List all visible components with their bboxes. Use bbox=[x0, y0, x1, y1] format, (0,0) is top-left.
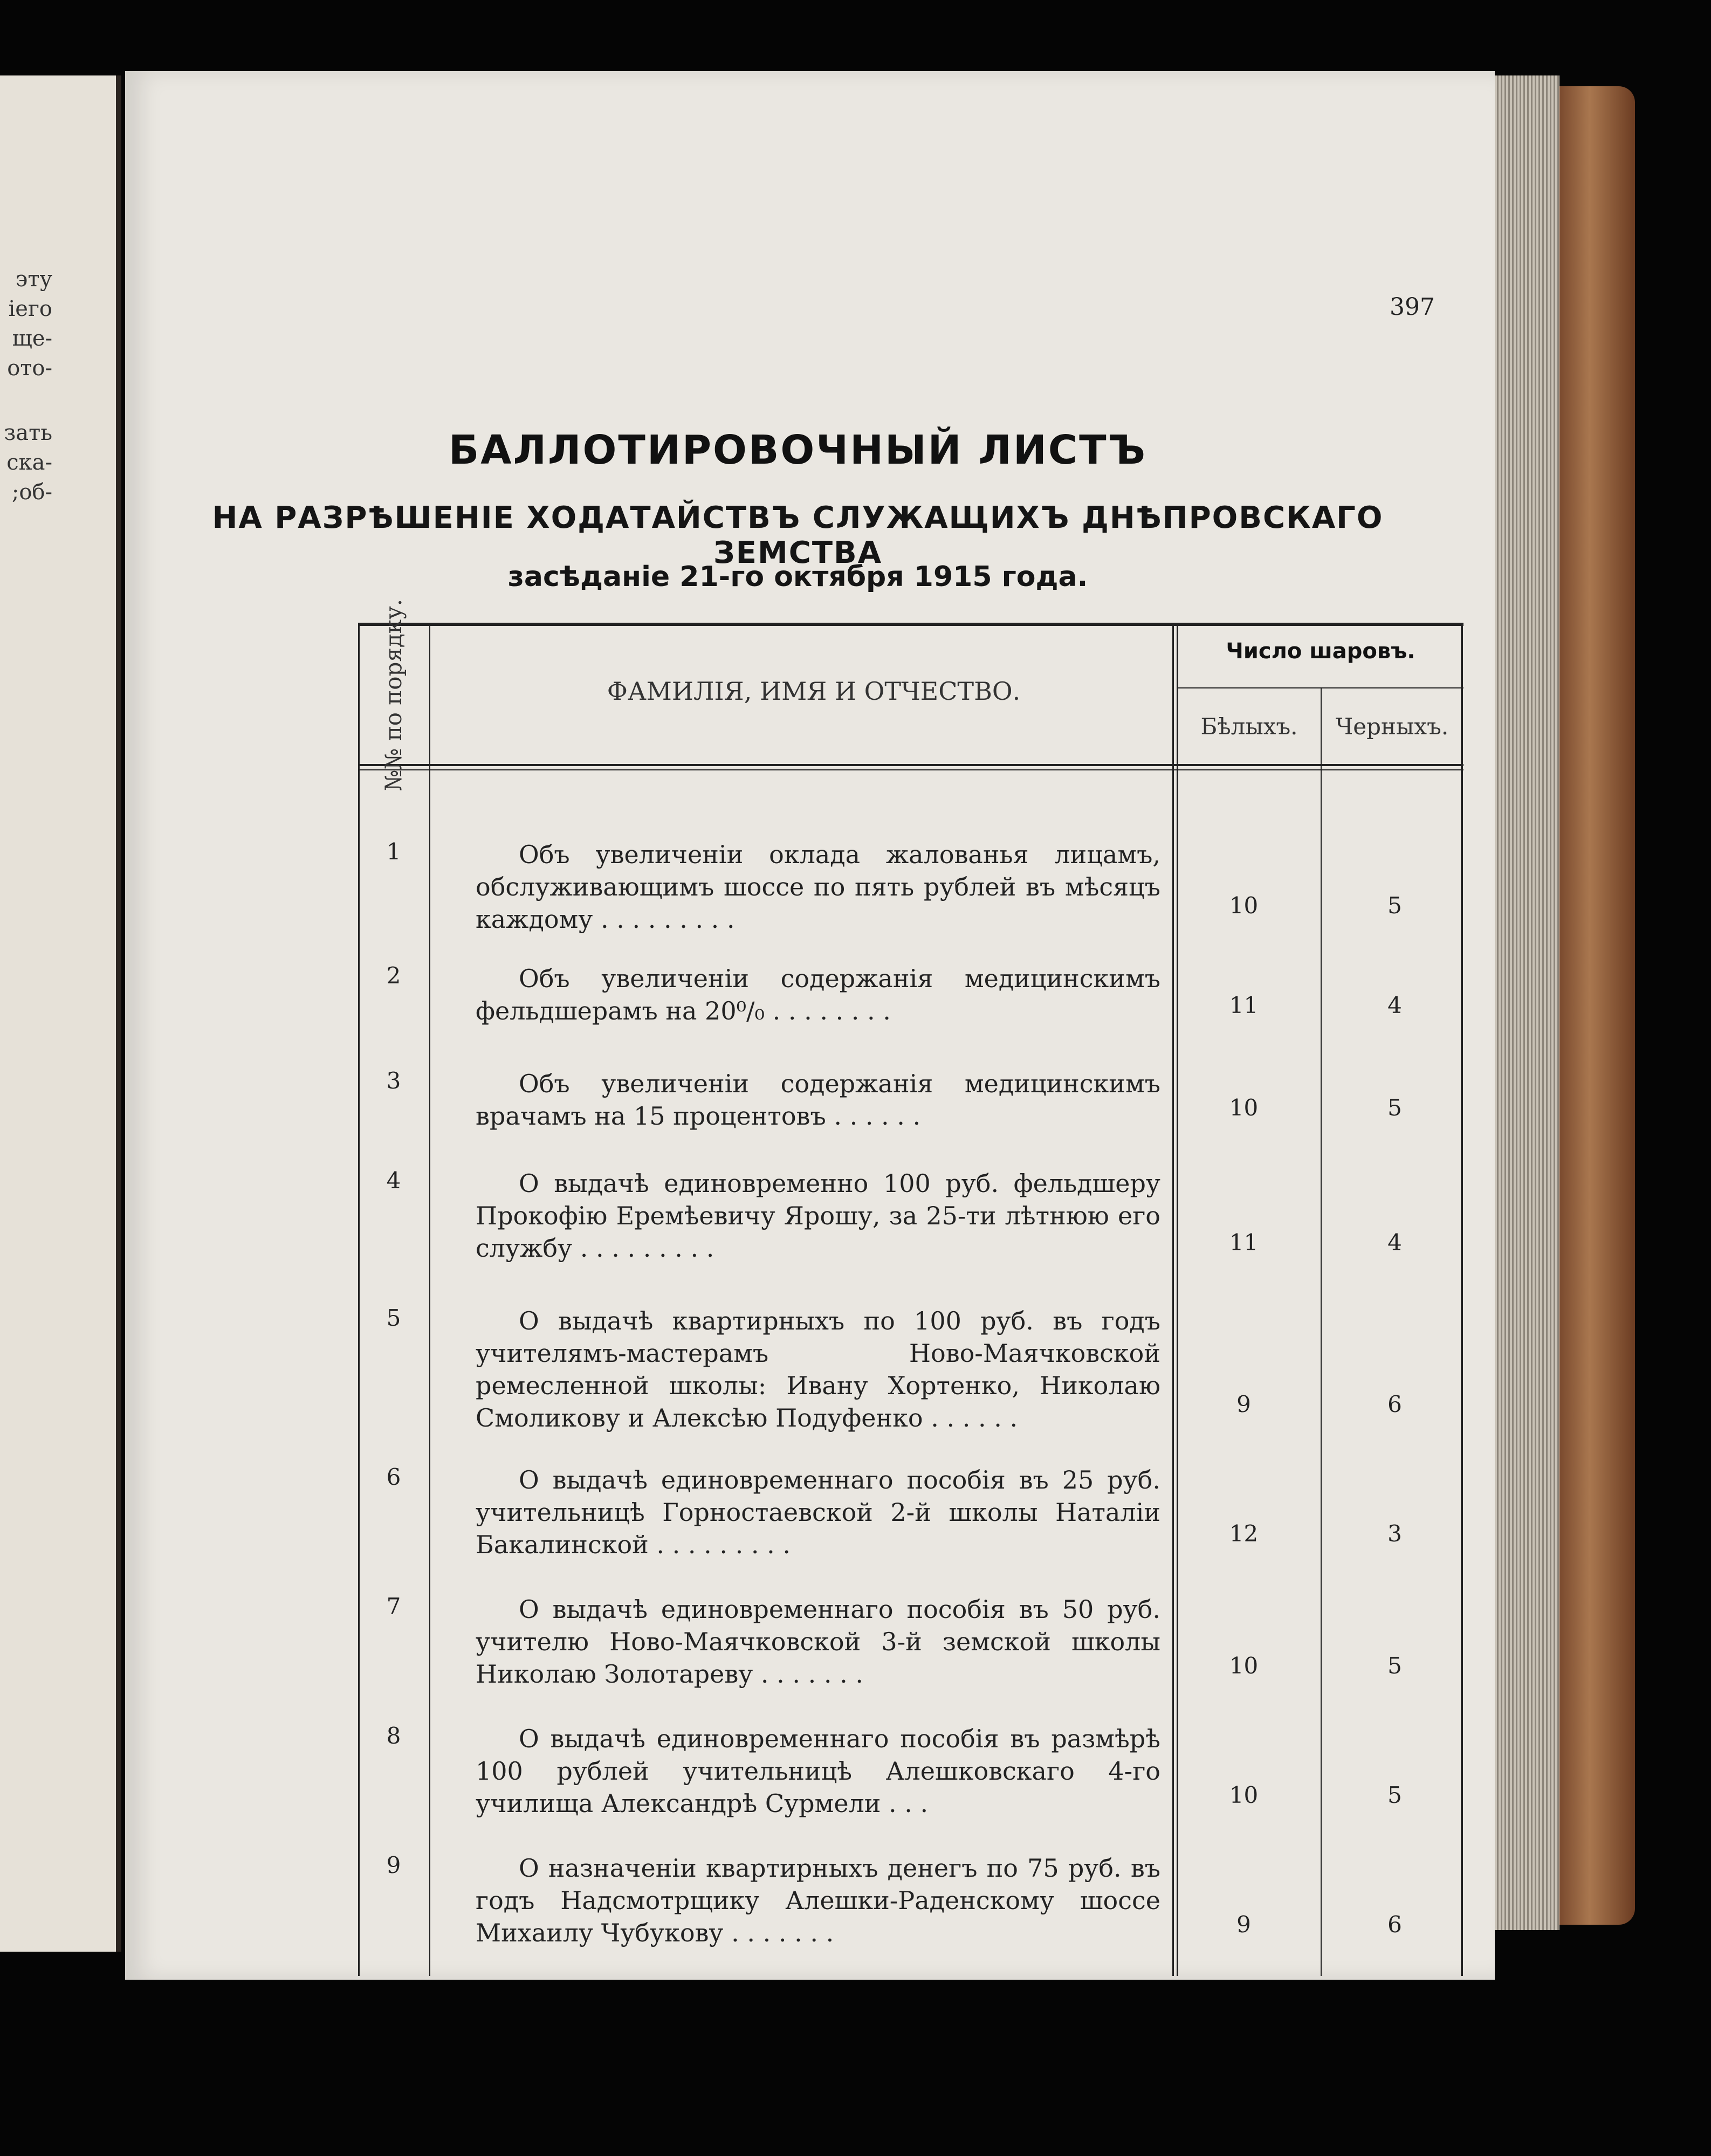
left-page-line: зать bbox=[4, 421, 52, 445]
left-page-line: эту bbox=[15, 267, 52, 292]
row-white-count: 9 bbox=[1236, 1391, 1251, 1417]
header-number bbox=[358, 598, 429, 791]
row-black-count: 6 bbox=[1387, 1391, 1402, 1417]
left-page-fragment bbox=[0, 75, 121, 1952]
header-bottom-rule-double bbox=[358, 769, 1463, 770]
header-white: Бѣлыхъ. bbox=[1200, 713, 1298, 740]
row-number: 5 bbox=[386, 1305, 401, 1331]
page-edges bbox=[1495, 75, 1559, 1930]
row-number: 9 bbox=[386, 1852, 401, 1878]
row-text: О назначеніи квартирныхъ денегъ по 75 руб. въ годъ Надсмотрщику Алешки-Раденскому шоссе Михаилу Чубукову . . . . . . . bbox=[476, 1854, 1160, 1947]
row-black-count: 3 bbox=[1387, 1520, 1402, 1547]
book-cover-edge bbox=[1559, 86, 1635, 1925]
left-page-line: ще- bbox=[12, 326, 52, 351]
row-text: О выдачѣ единовременнаго пособія въ размѣрѣ 100 рублей учительницѣ Алешковскаго 4-го училища Александрѣ Сурмели . . . bbox=[476, 1724, 1160, 1818]
row-black-count: 4 bbox=[1387, 992, 1402, 1018]
left-page-line: ;об- bbox=[11, 480, 52, 505]
page-number: 397 bbox=[1390, 293, 1435, 321]
row-text: О выдачѣ единовременнаго пособія въ 25 руб. учительницѣ Горностаевской 2-й школы Наталіи Бакалинской . . . . . . . . . bbox=[476, 1465, 1160, 1559]
row-number: 1 bbox=[386, 838, 401, 865]
row-number: 7 bbox=[386, 1593, 401, 1620]
white-column-rule bbox=[1321, 687, 1322, 1976]
row-white-count: 10 bbox=[1229, 1782, 1259, 1808]
row-white-count: 11 bbox=[1229, 992, 1259, 1018]
name-column-rule-double bbox=[1177, 623, 1178, 1976]
row-number: 2 bbox=[386, 962, 401, 989]
header-balls: Число шаровъ. bbox=[1226, 639, 1415, 664]
row-black-count: 4 bbox=[1387, 1229, 1402, 1256]
header-name: ФАМИЛІЯ, ИМЯ И ОТЧЕСТВО. bbox=[607, 677, 1021, 706]
row-white-count: 9 bbox=[1236, 1911, 1251, 1938]
row-text: О выдачѣ единовременнаго пособія въ 50 руб. учителю Ново-Маячковской 3-й земской школы Николаю Золотареву . . . . . . . bbox=[476, 1595, 1160, 1689]
row-number: 6 bbox=[386, 1464, 401, 1490]
row-white-count: 10 bbox=[1229, 892, 1259, 919]
header-bottom-rule bbox=[358, 764, 1463, 766]
session-date: засѣданіе 21-го октября 1915 года. bbox=[507, 561, 1088, 593]
row-number: 4 bbox=[386, 1167, 401, 1194]
left-page-line: ска- bbox=[6, 450, 52, 475]
row-black-count: 5 bbox=[1387, 1782, 1402, 1808]
row-black-count: 5 bbox=[1387, 1094, 1402, 1121]
ballot-table bbox=[358, 598, 1463, 1976]
row-white-count: 10 bbox=[1229, 1094, 1259, 1121]
row-black-count: 5 bbox=[1387, 892, 1402, 919]
document-page bbox=[125, 71, 1495, 1980]
row-text: О выдачѣ единовременно 100 руб. фельдшеру Прокофію Еремѣевичу Ярошу, за 25-ти лѣтнюю его службу . . . . . . . . . bbox=[476, 1169, 1160, 1263]
row-text: О выдачѣ квартирныхъ по 100 руб. въ годъ учителямъ-мастерамъ Ново-Маячковской ремесленной школы: Ивану Хортенко, Николаю Смоликову и Алексѣю Подуфенко . . . . . . bbox=[476, 1306, 1160, 1432]
table-right-border bbox=[1461, 623, 1463, 1976]
row-white-count: 12 bbox=[1229, 1520, 1259, 1547]
page-title: БАЛЛОТИРОВОЧНЫЙ ЛИСТЪ bbox=[448, 427, 1147, 473]
left-page-line: іего bbox=[8, 297, 52, 321]
table-left-border bbox=[358, 623, 360, 1976]
header-number-label: №№ по порядку. bbox=[380, 598, 407, 791]
row-white-count: 10 bbox=[1229, 1652, 1259, 1679]
row-text: Объ увеличеніи оклада жалованья лицамъ, обслуживающимъ шоссе по пять рублей въ мѣсяцъ каждому . . . . . . . . . bbox=[476, 840, 1160, 934]
table-top-rule bbox=[358, 623, 1463, 626]
name-column-rule bbox=[1172, 623, 1174, 1976]
header-black: Черныхъ. bbox=[1335, 713, 1449, 740]
row-white-count: 11 bbox=[1229, 1229, 1259, 1256]
left-page-line: ото- bbox=[7, 356, 52, 381]
number-column-rule bbox=[429, 623, 430, 1976]
row-text: Объ увеличеніи содержанія медицинскимъ фельдшерамъ на 20⁰/₀ . . . . . . . . bbox=[476, 964, 1160, 1025]
page-subtitle: НА РАЗРѢШЕНІЕ ХОДАТАЙСТВЪ СЛУЖАЩИХЪ ДНѢПРОВСКАГО ЗЕМСТВА bbox=[212, 500, 1384, 570]
row-text: Объ увеличеніи содержанія медицинскимъ врачамъ на 15 процентовъ . . . . . . bbox=[476, 1069, 1160, 1131]
row-number: 8 bbox=[386, 1723, 401, 1749]
row-black-count: 6 bbox=[1387, 1911, 1402, 1938]
row-black-count: 5 bbox=[1387, 1652, 1402, 1679]
row-number: 3 bbox=[386, 1067, 401, 1094]
